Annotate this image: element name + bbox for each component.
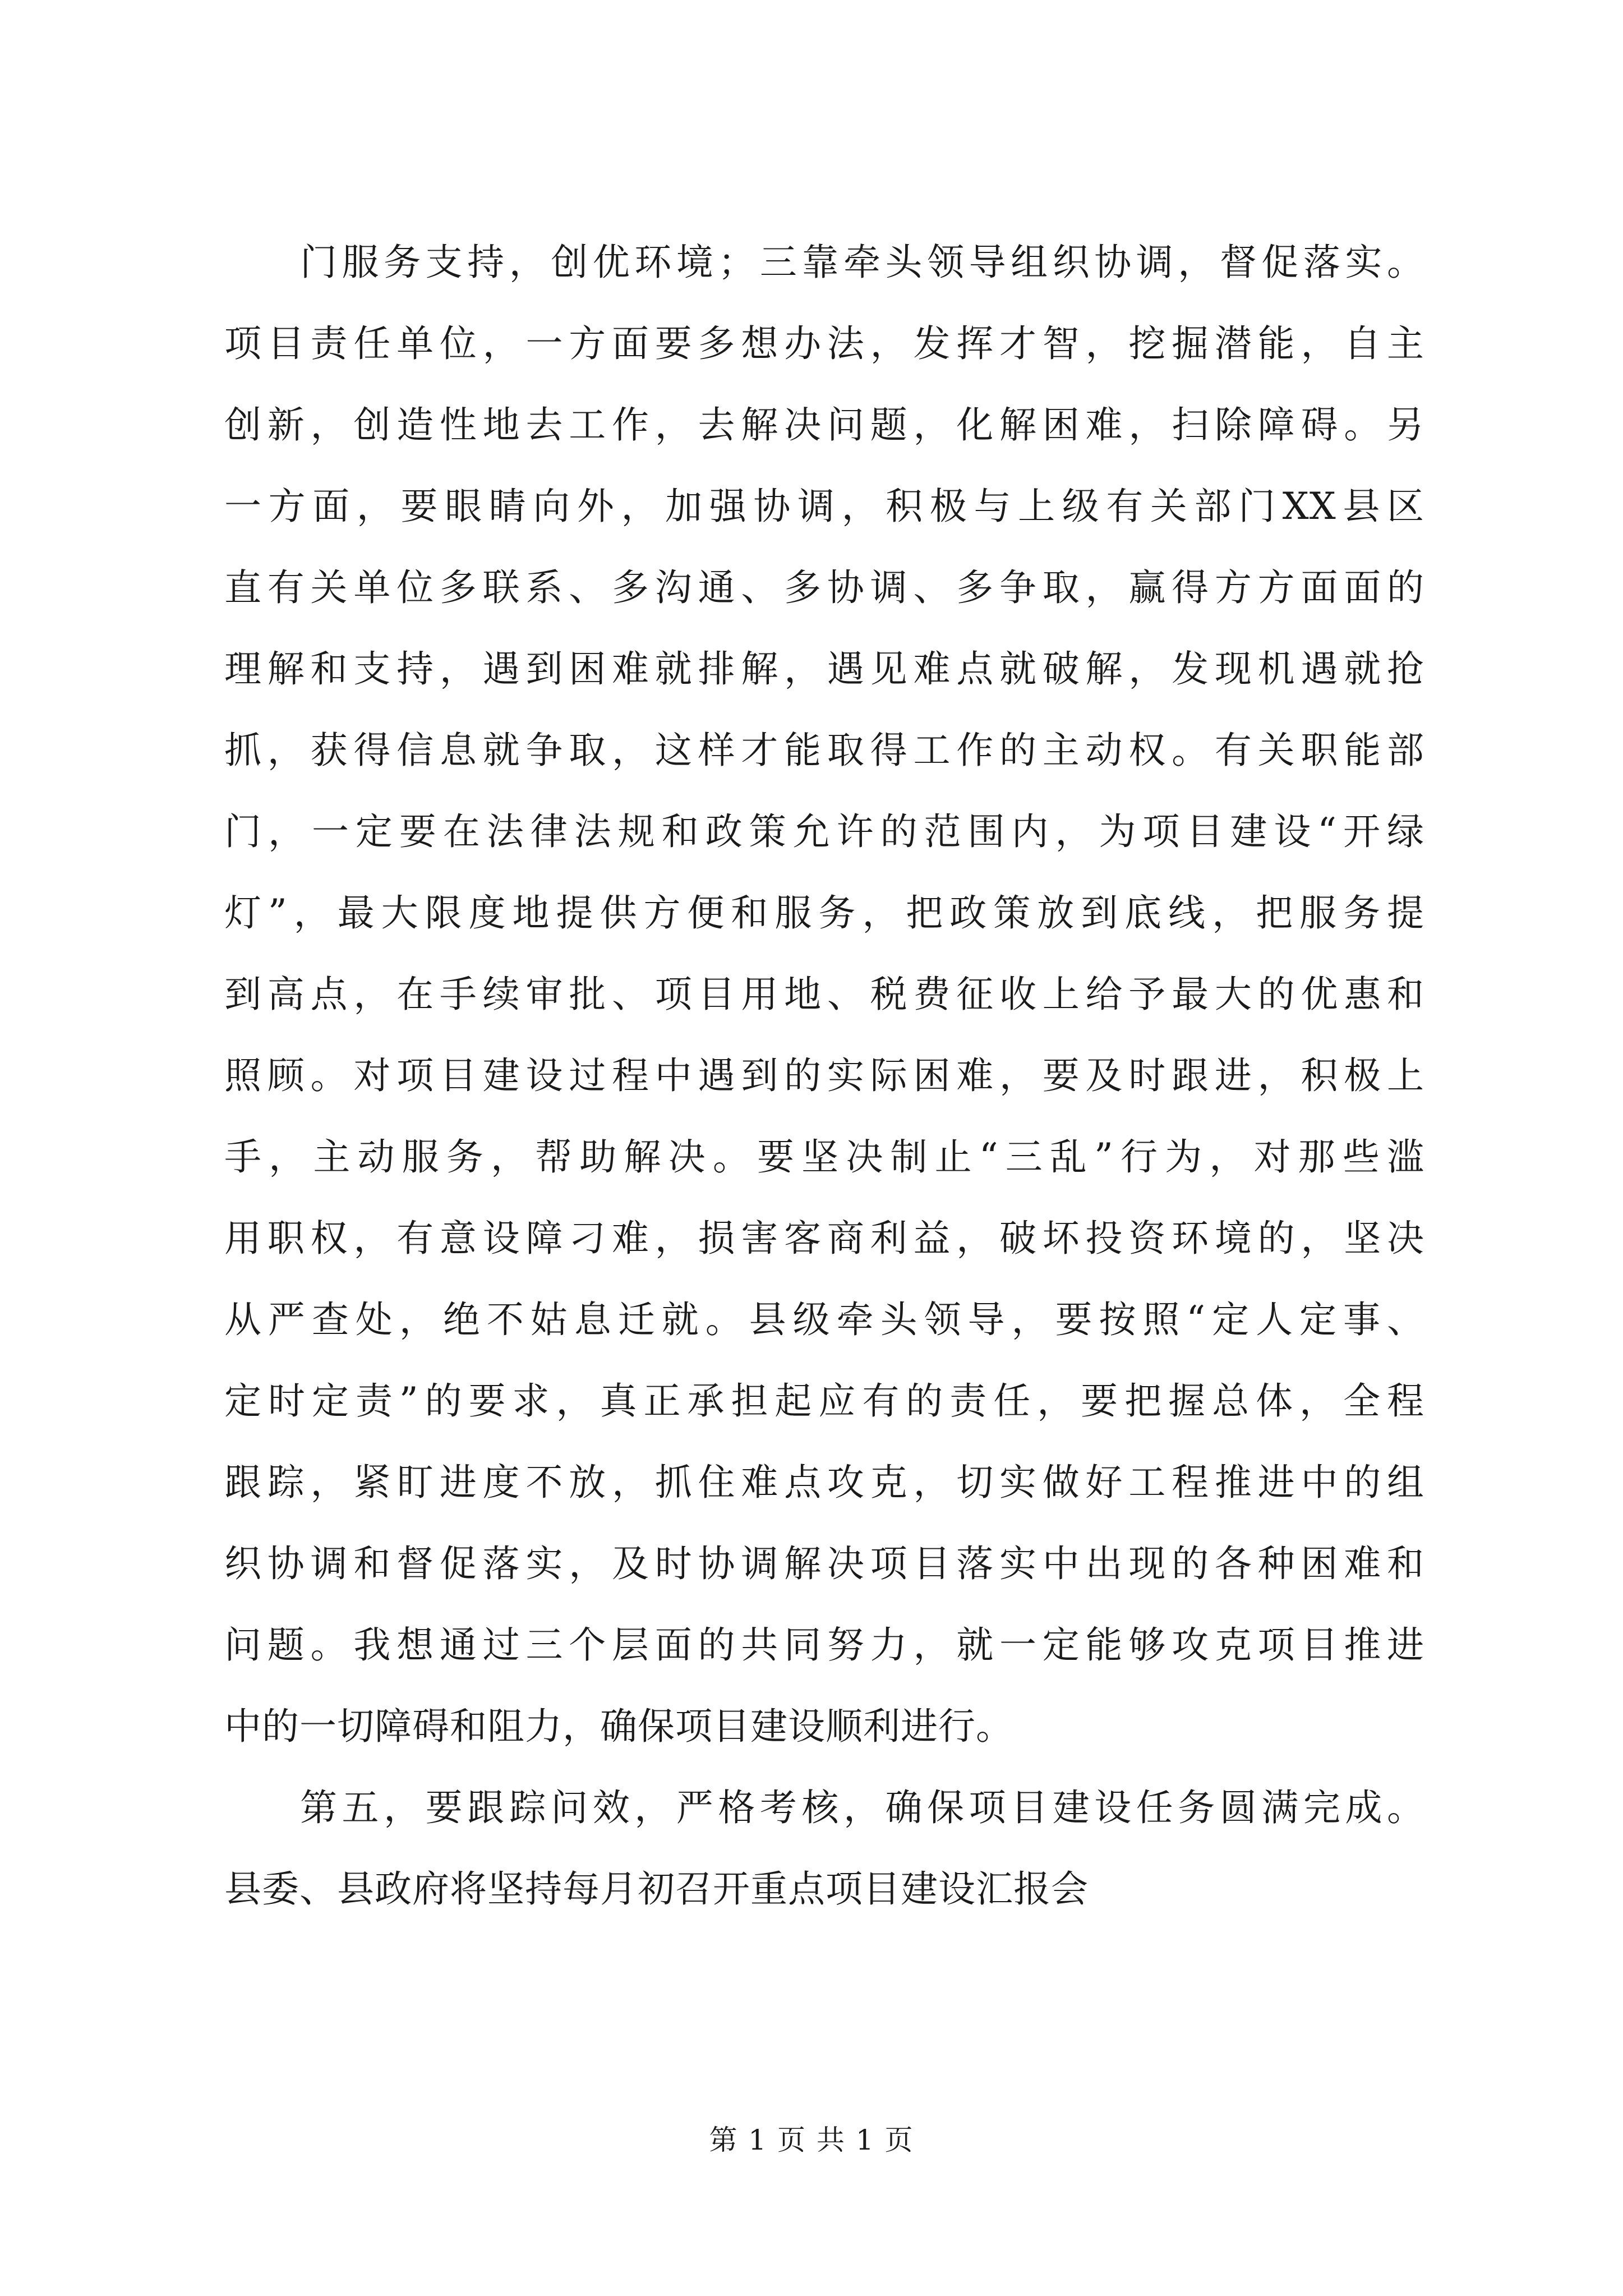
- text-line: 门服务支持，创优环境；三靠牵头领导组织协调，督促落实。: [300, 241, 1424, 284]
- text-line: 灯”，最大限度地提供方便和服务，把政策放到底线，把服务提: [224, 891, 1424, 935]
- text-line: 手，主动服务，帮助解决。要坚决制止“三乱”行为，对那些滥: [224, 1135, 1424, 1179]
- text-line: 定时定责”的要求，真正承担起应有的责任，要把握总体，全程: [224, 1379, 1424, 1423]
- text-line: 织协调和督促落实，及时协调解决项目落实中出现的各种困难和: [224, 1542, 1424, 1585]
- text-line: 用职权，有意设障刁难，损害客商利益，破坏投资环境的，坚决: [224, 1217, 1424, 1260]
- text-line: 照顾。对项目建设过程中遇到的实际困难，要及时跟进，积极上: [224, 1054, 1424, 1097]
- text-line: 项目责任单位，一方面要多想办法，发挥才智，挖掘潜能，自主: [224, 322, 1424, 365]
- text-line: 一方面，要眼睛向外，加强协调，积极与上级有关部门XX县区: [224, 485, 1424, 528]
- text-line: 跟踪，紧盯进度不放，抓住难点攻克，切实做好工程推进中的组: [224, 1461, 1424, 1504]
- text-line: 直有关单位多联系、多沟通、多协调、多争取，赢得方方面面的: [224, 566, 1424, 609]
- text-line: 理解和支持，遇到困难就排解，遇见难点就破解，发现机遇就抢: [224, 647, 1424, 691]
- text-line: 第五，要跟踪问效，严格考核，确保项目建设任务圆满完成。: [300, 1786, 1424, 1829]
- text-line: 中的一切障碍和阻力，确保项目建设顺利进行。: [224, 1705, 1013, 1748]
- text-line: 门，一定要在法律法规和政策允许的范围内，为项目建设“开绿: [224, 810, 1424, 853]
- text-line: 县委、县政府将坚持每月初召开重点项目建设汇报会: [224, 1867, 1089, 1911]
- text-line: 到高点，在手续审批、项目用地、税费征收上给予最大的优惠和: [224, 973, 1424, 1016]
- text-line: 创新，创造性地去工作，去解决问题，化解困难，扫除障碍。另: [224, 403, 1424, 447]
- text-line: 问题。我想通过三个层面的共同努力，就一定能够攻克项目推进: [224, 1623, 1424, 1667]
- text-line: 从严查处，绝不姑息迁就。县级牵头领导，要按照“定人定事、: [224, 1298, 1424, 1341]
- body-text: [224, 222, 1424, 1930]
- text-line: 抓，获得信息就争取，这样才能取得工作的主动权。有关职能部: [224, 729, 1424, 772]
- page-footer: 第 1 页 共 1 页: [709, 2124, 914, 2156]
